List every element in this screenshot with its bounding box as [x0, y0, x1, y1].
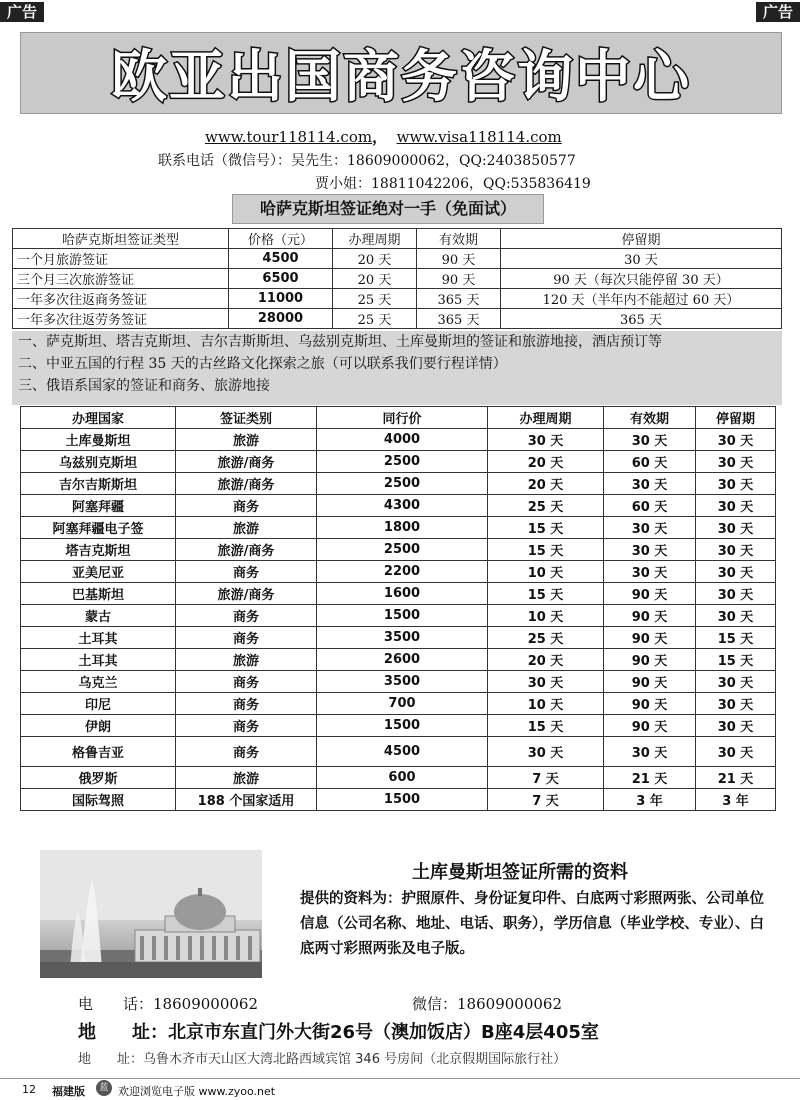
cell-validity: 90 天	[604, 649, 696, 671]
requirements-text: 提供的资料为：护照原件、身份证复印件、白底两寸彩照两张、公司单位信息（公司名称、地址、电话、职务），学历信息（毕业学校、专业）、白底两寸彩照两张及电子版。	[300, 891, 764, 957]
table-row	[21, 583, 776, 605]
cell-period: 20 天	[488, 649, 604, 671]
cell-visa-type: 旅游/商务	[176, 451, 317, 473]
cell-country: 乌兹别克斯坦	[21, 451, 176, 473]
cell-visa-type: 商务	[176, 561, 317, 583]
cell-price: 2500	[317, 451, 488, 473]
table-row	[21, 473, 776, 495]
table-row	[21, 495, 776, 517]
cell-country: 蒙古	[21, 605, 176, 627]
cell-country: 土耳其	[21, 649, 176, 671]
cell-country: 格鲁吉亚	[21, 737, 176, 767]
kz-cell-price: 11000	[229, 289, 333, 309]
cell-stay: 3 年	[696, 789, 776, 811]
note-line: 三、俄语系国家的签证和商务、旅游地接	[18, 378, 270, 394]
cell-visa-type: 旅游/商务	[176, 473, 317, 495]
cell-validity: 21 天	[604, 767, 696, 789]
table-row	[21, 715, 776, 737]
footer-wechat-number: 18609000062	[457, 995, 562, 1013]
footer-address-label: 地 址：	[78, 1022, 168, 1043]
column-header: 办理国家	[21, 407, 176, 429]
footer-address-text: 北京市东直门外大街26号（澳加饭店）B座4层405室	[168, 1022, 599, 1043]
kz-header: 停留期	[501, 229, 782, 249]
cell-stay: 30 天	[696, 605, 776, 627]
cell-period: 10 天	[488, 605, 604, 627]
cell-price: 700	[317, 693, 488, 715]
contact-phone-2: 18811042206	[371, 176, 469, 192]
building-photo-illustration	[40, 850, 262, 978]
cell-price: 2600	[317, 649, 488, 671]
cell-validity: 30 天	[604, 539, 696, 561]
cell-visa-type: 商务	[176, 495, 317, 517]
kz-row	[13, 289, 782, 309]
cell-validity: 90 天	[604, 605, 696, 627]
contact-qq-1: ，QQ:2403850577	[444, 153, 576, 169]
kz-header: 哈萨克斯坦签证类型	[13, 229, 229, 249]
cell-period: 15 天	[488, 583, 604, 605]
website-link-1[interactable]: www.tour118114.com	[205, 128, 373, 146]
cell-country: 土耳其	[21, 627, 176, 649]
kz-cell-validity: 90 天	[417, 269, 501, 289]
cell-stay: 30 天	[696, 539, 776, 561]
cell-visa-type: 商务	[176, 693, 317, 715]
cell-country: 国际驾照	[21, 789, 176, 811]
cell-price: 4300	[317, 495, 488, 517]
cell-stay: 30 天	[696, 671, 776, 693]
cell-visa-type: 商务	[176, 715, 317, 737]
cell-validity: 30 天	[604, 429, 696, 451]
cell-validity: 90 天	[604, 627, 696, 649]
contact-line-1	[158, 150, 576, 170]
cell-stay: 30 天	[696, 495, 776, 517]
cell-stay: 30 天	[696, 517, 776, 539]
page-title: 欧亚出国商务咨询中心	[111, 45, 691, 110]
cell-validity: 30 天	[604, 561, 696, 583]
cell-stay: 15 天	[696, 627, 776, 649]
kz-header-row	[13, 229, 782, 249]
contact-line-2	[315, 173, 591, 193]
cell-price: 1600	[317, 583, 488, 605]
cell-validity: 60 天	[604, 495, 696, 517]
cell-validity: 90 天	[604, 583, 696, 605]
cell-visa-type: 188 个国家适用	[176, 789, 317, 811]
cell-country: 阿塞拜疆	[21, 495, 176, 517]
cell-country: 亚美尼亚	[21, 561, 176, 583]
table-row	[21, 649, 776, 671]
e-version-url[interactable]: www.zyoo.net	[198, 1085, 276, 1098]
cell-country: 吉尔吉斯斯坦	[21, 473, 176, 495]
cell-price: 1500	[317, 715, 488, 737]
column-header: 签证类别	[176, 407, 317, 429]
cell-country: 巴基斯坦	[21, 583, 176, 605]
cell-country: 俄罗斯	[21, 767, 176, 789]
cell-period: 10 天	[488, 693, 604, 715]
note-line: 一、萨克斯坦、塔吉克斯坦、吉尔吉斯斯坦、乌兹别克斯坦、土库曼斯坦的签证和旅游地接，酒店预订等	[18, 334, 662, 350]
cell-visa-type: 旅游/商务	[176, 583, 317, 605]
cell-price: 1500	[317, 605, 488, 627]
kz-visa-table	[12, 228, 782, 329]
cell-visa-type: 商务	[176, 627, 317, 649]
cell-period: 25 天	[488, 627, 604, 649]
kz-row	[13, 309, 782, 329]
kz-header: 办理周期	[333, 229, 417, 249]
kz-cell-period: 25 天	[333, 309, 417, 329]
cell-stay: 30 天	[696, 473, 776, 495]
kz-cell-validity: 365 天	[417, 289, 501, 309]
cell-price: 1800	[317, 517, 488, 539]
kz-cell-stay: 90 天（每次只能停留 30 天）	[501, 269, 782, 289]
cell-period: 7 天	[488, 789, 604, 811]
column-header: 有效期	[604, 407, 696, 429]
table-row	[21, 737, 776, 767]
cell-visa-type: 旅游/商务	[176, 539, 317, 561]
cell-validity: 60 天	[604, 451, 696, 473]
cell-price: 600	[317, 767, 488, 789]
footer-phone	[78, 993, 258, 1014]
cell-visa-type: 商务	[176, 671, 317, 693]
kz-cell-type: 一个月旅游签证	[13, 249, 229, 269]
website-separator: ，	[372, 128, 388, 146]
footer-address-2-label: 地 址：	[78, 1052, 144, 1067]
cell-validity: 3 年	[604, 789, 696, 811]
websites	[205, 126, 562, 147]
cell-country: 土库曼斯坦	[21, 429, 176, 451]
table-header-row	[21, 407, 776, 429]
cell-stay: 30 天	[696, 561, 776, 583]
building-photo	[40, 850, 262, 978]
column-header: 停留期	[696, 407, 776, 429]
requirements-title: 土库曼斯坦签证所需的资料	[412, 862, 628, 883]
table-row	[21, 605, 776, 627]
cell-stay: 30 天	[696, 715, 776, 737]
cell-stay: 30 天	[696, 583, 776, 605]
visa-price-table	[20, 406, 776, 811]
kz-cell-price: 28000	[229, 309, 333, 329]
cell-period: 30 天	[488, 737, 604, 767]
cell-price: 2500	[317, 539, 488, 561]
footer-phone-number: 18609000062	[153, 995, 258, 1013]
cell-price: 2500	[317, 473, 488, 495]
kz-cell-period: 20 天	[333, 249, 417, 269]
kz-cell-type: 一年多次往返劳务签证	[13, 309, 229, 329]
kz-cell-type: 三个月三次旅游签证	[13, 269, 229, 289]
kz-cell-period: 20 天	[333, 269, 417, 289]
services-notes	[12, 331, 782, 405]
cell-period: 20 天	[488, 451, 604, 473]
table-row	[21, 693, 776, 715]
cell-validity: 90 天	[604, 715, 696, 737]
website-link-2[interactable]: www.visa118114.com	[396, 128, 562, 146]
table-row	[21, 767, 776, 789]
table-row	[21, 627, 776, 649]
kz-cell-price: 6500	[229, 269, 333, 289]
cell-stay: 30 天	[696, 451, 776, 473]
cell-price: 2200	[317, 561, 488, 583]
kz-cell-stay: 30 天	[501, 249, 782, 269]
cell-price: 3500	[317, 627, 488, 649]
footer-wechat-label: 微信：	[412, 995, 458, 1013]
cell-price: 3500	[317, 671, 488, 693]
kz-cell-validity: 90 天	[417, 249, 501, 269]
cell-period: 15 天	[488, 715, 604, 737]
footer-address-2-text: 乌鲁木齐市天山区大湾北路西域宾馆 346 号房间（北京假期国际旅行社）	[143, 1052, 567, 1067]
ad-tag-left: 广告	[0, 2, 44, 22]
cell-period: 30 天	[488, 671, 604, 693]
cell-country: 乌克兰	[21, 671, 176, 693]
cell-visa-type: 旅游	[176, 429, 317, 451]
cell-country: 阿塞拜疆电子签	[21, 517, 176, 539]
cell-visa-type: 商务	[176, 605, 317, 627]
table-row	[21, 789, 776, 811]
ad-tag-right: 广告	[756, 2, 800, 22]
publication-logo: 蓝	[96, 1080, 112, 1096]
cell-stay: 30 天	[696, 429, 776, 451]
e-version-label: 欢迎浏览电子版	[118, 1085, 195, 1098]
cell-visa-type: 旅游	[176, 517, 317, 539]
kz-row	[13, 249, 782, 269]
page-number: 12	[22, 1083, 36, 1096]
table-row	[21, 561, 776, 583]
cell-stay: 30 天	[696, 693, 776, 715]
column-header: 办理周期	[488, 407, 604, 429]
kz-cell-type: 一年多次往返商务签证	[13, 289, 229, 309]
kz-section-title: 哈萨克斯坦签证绝对一手（免面试）	[232, 194, 544, 224]
kz-cell-stay: 365 天	[501, 309, 782, 329]
cell-visa-type: 旅游	[176, 767, 317, 789]
cell-period: 15 天	[488, 517, 604, 539]
kz-header: 价格（元）	[229, 229, 333, 249]
cell-price: 1500	[317, 789, 488, 811]
footer-address	[78, 1018, 599, 1044]
cell-stay: 15 天	[696, 649, 776, 671]
cell-period: 20 天	[488, 473, 604, 495]
bottom-divider	[0, 1078, 800, 1079]
footer-wechat	[412, 993, 562, 1014]
cell-validity: 30 天	[604, 737, 696, 767]
cell-period: 10 天	[488, 561, 604, 583]
footer-address-2	[78, 1048, 566, 1067]
header-banner	[20, 32, 782, 114]
footer-phone-label: 电 话：	[78, 995, 154, 1013]
cell-period: 30 天	[488, 429, 604, 451]
cell-validity: 30 天	[604, 517, 696, 539]
cell-price: 4000	[317, 429, 488, 451]
cell-price: 4500	[317, 737, 488, 767]
kz-cell-period: 25 天	[333, 289, 417, 309]
cell-period: 25 天	[488, 495, 604, 517]
kz-header: 有效期	[417, 229, 501, 249]
contact-name-2: 贾小姐：	[315, 176, 371, 192]
kz-row	[13, 269, 782, 289]
table-row	[21, 451, 776, 473]
edition-label: 福建版	[52, 1085, 85, 1098]
column-header: 同行价	[317, 407, 488, 429]
cell-stay: 30 天	[696, 737, 776, 767]
kz-cell-price: 4500	[229, 249, 333, 269]
cell-stay: 21 天	[696, 767, 776, 789]
cell-validity: 30 天	[604, 473, 696, 495]
note-line: 二、中亚五国的行程 35 天的古丝路文化探索之旅（可以联系我们要行程详情）	[18, 356, 507, 372]
cell-period: 15 天	[488, 539, 604, 561]
cell-validity: 90 天	[604, 671, 696, 693]
kz-cell-stay: 120 天（半年内不能超过 60 天）	[501, 289, 782, 309]
cell-validity: 90 天	[604, 693, 696, 715]
kz-cell-validity: 365 天	[417, 309, 501, 329]
table-row	[21, 429, 776, 451]
cell-period: 7 天	[488, 767, 604, 789]
cell-country: 印尼	[21, 693, 176, 715]
cell-country: 伊朗	[21, 715, 176, 737]
cell-visa-type: 旅游	[176, 649, 317, 671]
table-row	[21, 539, 776, 561]
table-row	[21, 671, 776, 693]
contact-qq-2: ，QQ:535836419	[468, 176, 591, 192]
cell-visa-type: 商务	[176, 737, 317, 767]
table-row	[21, 517, 776, 539]
e-version-text	[118, 1083, 275, 1099]
cell-country: 塔吉克斯坦	[21, 539, 176, 561]
contact-phone-1: 18609000062	[347, 153, 445, 169]
contact-label: 联系电话（微信号）：吴先生：	[158, 153, 347, 169]
